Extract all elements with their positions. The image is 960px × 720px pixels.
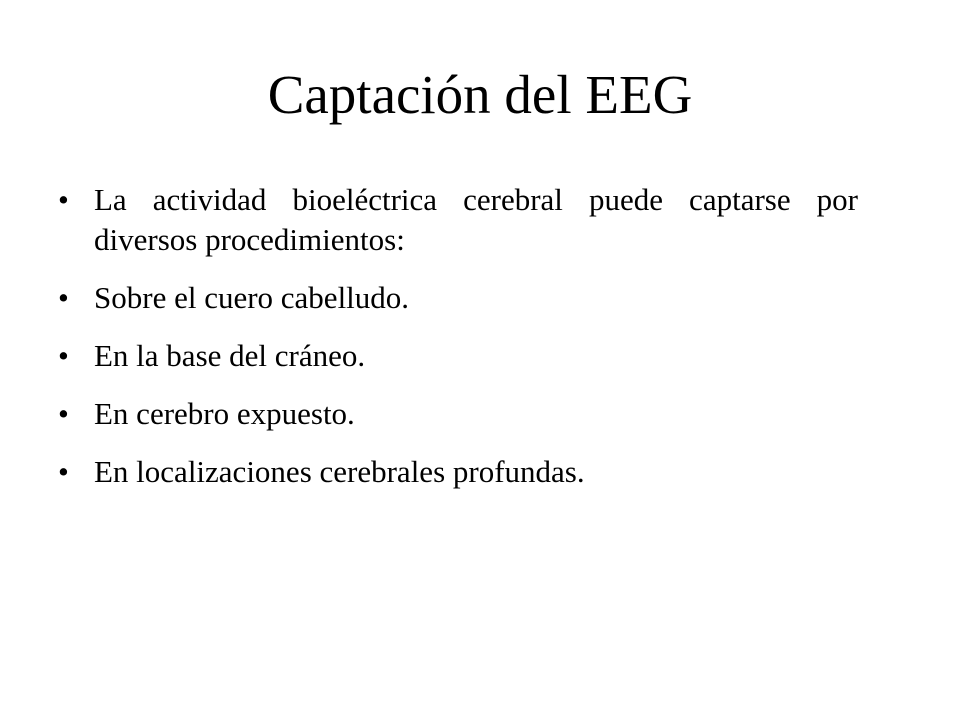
bullet-item	[58, 336, 858, 376]
bullet-icon: •	[58, 454, 69, 489]
bullet-icon: •	[58, 396, 69, 431]
bullet-item	[58, 452, 858, 492]
bullet-item	[58, 394, 858, 434]
bullet-list	[58, 180, 858, 510]
bullet-text: En la base del cráneo.	[94, 338, 366, 373]
bullet-icon: •	[58, 182, 69, 217]
slide-title: Captación del EEG	[267, 64, 693, 125]
bullet-icon: •	[58, 338, 69, 373]
bullet-item	[58, 278, 858, 318]
bullet-text: La actividad bioeléctrica cerebral puede captarse por diversos procedimientos:	[94, 182, 858, 257]
bullet-text: Sobre el cuero cabelludo.	[94, 280, 410, 315]
bullet-icon: •	[58, 280, 69, 315]
bullet-text: En cerebro expuesto.	[94, 396, 355, 431]
bullet-text: En localizaciones cerebrales profundas.	[94, 454, 585, 489]
bullet-item	[58, 180, 858, 260]
